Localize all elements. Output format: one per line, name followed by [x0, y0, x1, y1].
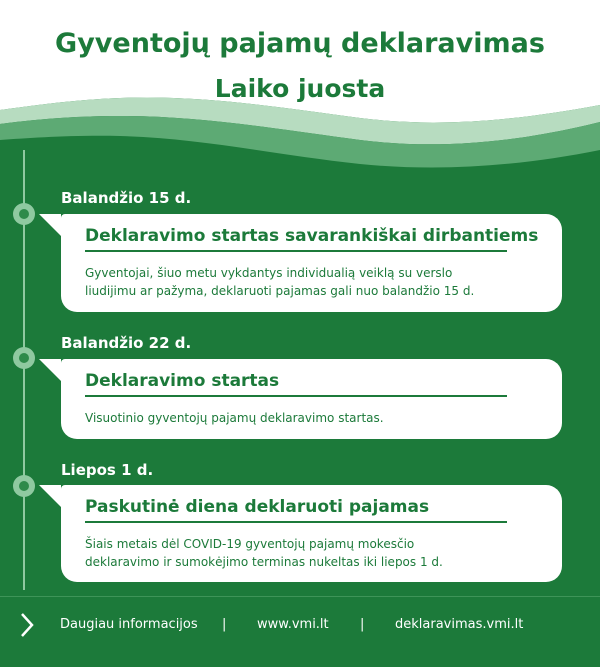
event-card [61, 214, 562, 312]
event-description: Gyventojai, šiuo metu vykdantys individualią veiklą su verslo liudijimu ar pažyma, deklaruoti pajamas gali nuo balandžio 15 d. [85, 266, 475, 298]
footer-divider [0, 596, 600, 597]
timeline-marker-icon [13, 203, 35, 225]
page-title: Gyventojų pajamų deklaravimas [55, 28, 545, 59]
footer-link-deklaravimas[interactable]: deklaravimas.vmi.lt [395, 617, 524, 632]
event-date: Balandžio 22 d. [61, 334, 192, 352]
event-title: Deklaravimo startas [85, 371, 280, 391]
footer-more-info-label: Daugiau informacijos [60, 617, 198, 632]
timeline-marker-icon [13, 347, 35, 369]
event-title: Deklaravimo startas savarankiškai dirbantiems [85, 226, 539, 246]
event-date: Balandžio 15 d. [61, 189, 192, 207]
title-underline [85, 395, 507, 397]
event-card [61, 485, 562, 582]
title-underline [85, 250, 507, 252]
timeline-marker-icon [13, 475, 35, 497]
footer-separator: | [360, 617, 365, 632]
event-description: Visuotinio gyventojų pajamų deklaravimo startas. [85, 411, 384, 425]
footer-link-vmi[interactable]: www.vmi.lt [257, 617, 329, 632]
event-description: Šiais metais dėl COVID-19 gyventojų pajamų mokesčio deklaravimo ir sumokėjimo terminas nukeltas iki liepos 1 d. [85, 537, 443, 569]
event-title: Paskutinė diena deklaruoti pajamas [85, 497, 430, 517]
footer [0, 617, 600, 637]
event-date: Liepos 1 d. [61, 461, 154, 479]
title-underline [85, 521, 507, 523]
page-subtitle: Laiko juosta [214, 74, 386, 103]
event-card [61, 359, 562, 439]
footer-separator: | [222, 617, 227, 632]
